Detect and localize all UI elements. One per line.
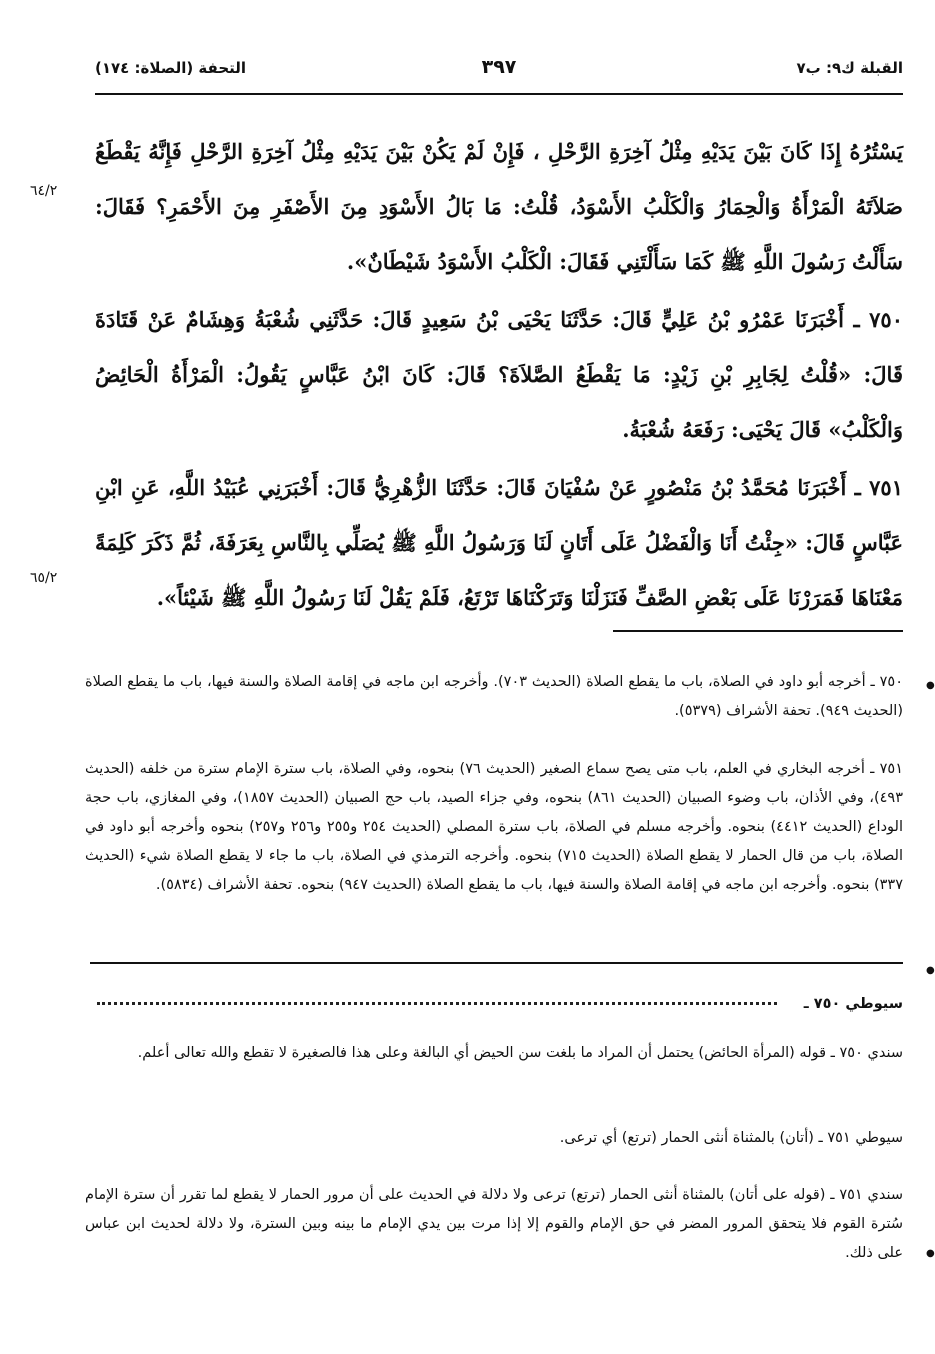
running-header <box>95 55 903 85</box>
sindi-750: سندي ٧٥٠ ـ قوله (المرأة الحائض) يحتمل أن المراد ما بلغت سن الحيض أي البالغة وعلى هذا فالصغيرة لا تقطع والله تعالى أعلم. <box>137 1045 903 1061</box>
header-rule <box>95 93 903 95</box>
commentary-rule <box>90 962 903 964</box>
tuhfa-reference: التحفة (الصلاة: ١٧٤) <box>95 59 247 77</box>
top-passage: يَسْتُرُهُ إِذَا كَانَ بَيْنَ يَدَيْهِ مِثْلُ آخِرَةِ الرَّحْلِ ، فَإِنْ لَمْ يَكُنْ بَيْنَ يَدَيْهِ مِثْلُ آخِرَةِ الرَّحْلِ فَإِنَّهُ يَقْطَعُ صَلاَتَهُ الْمَرْأَةُ وَالْحِمَارُ وَالْكَلْبُ الأَسْوَدُ، قُلْتُ: مَا بَالُ الأَسْوَدِ مِنَ الأَصْفَرِ مِنَ الأَحْمَرِ؟ فَقَالَ: سَأَلْتُ رَسُولَ اللَّهِ ﷺ كَمَا سَأَلْتَنِي فَقَالَ: الْكَلْبُ الأَسْوَدُ شَيْطَانٌ». <box>95 139 903 274</box>
hadith-751: ٧٥١ ـ أَخْبَرَنَا مُحَمَّدُ بْنُ مَنْصُورٍ عَنْ سُفْيَانَ قَالَ: حَدَّثَنَا الزُّهْرِيُّ قَالَ: أَخْبَرَنِي عُبَيْدُ اللَّهِ، عَنِ ابْنِ عَبَّاسٍ قَالَ: «جِئْتُ أَنَا وَالْفَضْلُ عَلَى أَتَانٍ لَنَا وَرَسُولُ اللَّهِ ﷺ يُصَلِّي بِالنَّاسِ بِعَرَفَةَ، ثُمَّ ذَكَرَ كَلِمَةً مَعْنَاهَا فَمَرَرْنَا عَلَى بَعْضِ الصَّفِّ فَنَزَلْنَا وَتَرَكْنَاهَا تَرْتَعُ، فَلَمْ يَقُلْ لَنَا رَسُولُ اللَّهِ ﷺ شَيْئاً». <box>95 475 903 610</box>
footnote-separator <box>613 630 903 632</box>
takhrij-750: ٧٥٠ ـ أخرجه أبو داود في الصلاة، باب ما يقطع الصلاة (الحديث ٧٠٣). وأخرجه ابن ماجه في إقامة الصلاة والسنة فيها، باب ما يقطع الصلاة (الحديث ٩٤٩). تحفة الأشراف (٥٣٧٩). <box>85 674 903 719</box>
margin-ref-1: ٦٤/٢ <box>30 183 58 199</box>
hadith-750: ٧٥٠ ـ أَخْبَرَنَا عَمْرُو بْنُ عَلِيٍّ قَالَ: حَدَّثَنَا يَحْيَى بْنُ سَعِيدٍ قَالَ: حَدَّثَنِي شُعْبَةُ وَهِشَامٌ عَنْ قَتَادَةَ قَالَ: «قُلْتُ لِجَابِرِ بْنِ زَيْدٍ: مَا يَقْطَعُ الصَّلاَةَ؟ قَالَ: كَانَ ابْنُ عَبَّاسٍ يَقُولُ: الْمَرْأَةُ الْحَائِضُ وَالْكَلْبُ» قَالَ يَحْيَى: رَفَعَهُ شُعْبَةُ. <box>95 307 903 442</box>
dotted-leader <box>97 1002 777 1005</box>
sindi-751: سندي ٧٥١ ـ (قوله على أتان) بالمثناة أنثى الحمار (ترتع) ترعى ولا دلالة في الحديث على أن مرور الحمار لا يقطع لما تقرر أن سترة الإمام سُترة القوم فلا يتحقق المرور المضر في حق الإمام والقوم إلا إذا مرت بين يدي الإمام ما بينه وبين السترة، ولا دلالة لحديث ابن عباس على ذلك. <box>85 1187 903 1261</box>
page-number: ٣٩٧ <box>481 56 517 78</box>
margin-ref-2: ٦٥/٢ <box>30 570 58 586</box>
margin-dot-icon: ● <box>926 965 935 976</box>
margin-dot-icon: ● <box>926 1248 935 1259</box>
suyuti-750: سيوطي ٧٥٠ ـ <box>803 996 903 1012</box>
takhrij-751: ٧٥١ ـ أخرجه البخاري في العلم، باب متى يصح سماع الصغير (الحديث ٧٦) بنحوه، وفي الصلاة، باب سترة الإمام سترة من خلفه (الحديث ٤٩٣)، وفي الأذان، باب وضوء الصبيان (الحديث ٨٦١) بنحوه، وفي جزاء الصيد، باب حج الصبيان (الحديث ١٨٥٧)، وفي المغازي، باب حجة الوداع (الحديث ٤٤١٢) بنحوه. وأخرجه مسلم في الصلاة، باب سترة المصلي (الحديث ٢٥٤ و٢٥٥ و٢٥٦ و٢٥٧) بنحوه وأخرجه أبو داود في الصلاة، باب من قال الحمار لا يقطع الصلاة (الحديث ٧١٥) بنحوه. وأخرجه الترمذي في الصلاة، باب ما جاء لا يقطع الصلاة شيء (الحديث ٣٣٧) بنحوه. وأخرجه ابن ماجه في إقامة الصلاة والسنة فيها، باب ما يقطع الصلاة (الحديث ٩٤٧) بنحوه. تحفة الأشراف (٥٨٣٤). <box>85 761 903 893</box>
chapter-reference: القبلة ك٩: ب٧ <box>796 59 903 77</box>
suyuti-751: سيوطي ٧٥١ ـ (أتان) بالمثناة أنثى الحمار (ترتع) أي ترعى. <box>559 1130 903 1146</box>
margin-dot-icon: ● <box>926 680 935 691</box>
